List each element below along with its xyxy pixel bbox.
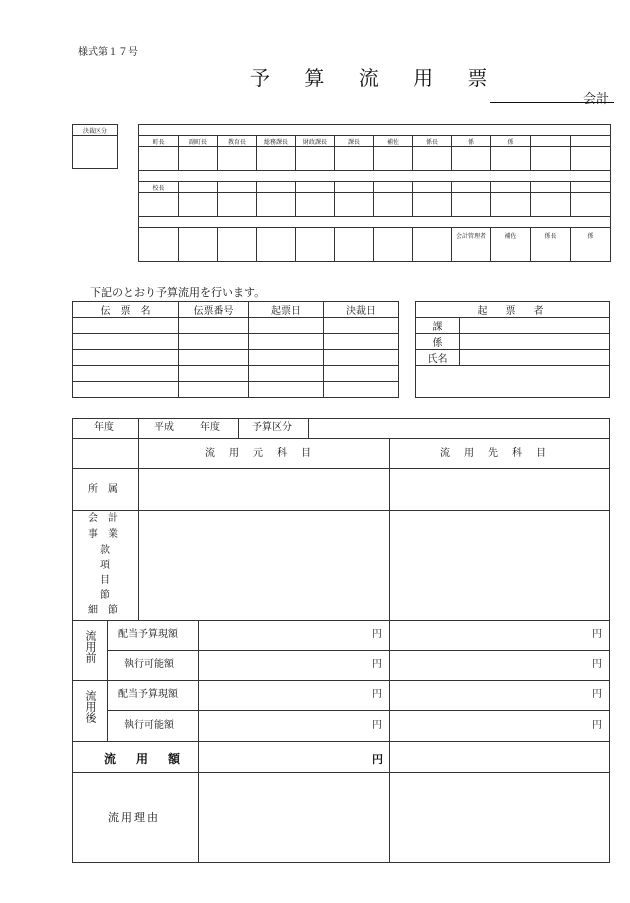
category-line: 事 業 (88, 529, 118, 540)
stamp-cell[interactable] (218, 193, 257, 217)
category-line: 細 節 (88, 605, 118, 616)
dept-suffix: 会計 (583, 92, 610, 107)
after-executable-label: 執行可能額 (124, 720, 174, 731)
stamp-cell[interactable] (179, 228, 218, 262)
approval-label: 係 (571, 228, 611, 262)
approval-label: 会計管理者 (452, 228, 491, 262)
transfer-reason-label: 流用理由 (108, 811, 160, 824)
stamp-cell[interactable] (571, 147, 611, 171)
stamp-cell[interactable] (491, 147, 531, 171)
approval-spacer-3 (139, 217, 611, 228)
approval-label: 補佐 (491, 228, 531, 262)
era-label: 平成 (154, 422, 174, 433)
yen-unit: 円 (372, 689, 382, 700)
transfer-amount-label: 流 用 額 (104, 752, 185, 766)
voucher-table (72, 301, 399, 398)
yen-unit: 円 (592, 629, 602, 640)
stamp-cell[interactable] (571, 193, 611, 217)
voucher-cell[interactable] (179, 318, 249, 334)
from-subject-header: 流 用 元 科 目 (205, 448, 313, 459)
decision-class-label: 決裁区分 (73, 125, 118, 136)
fiscal-year-label: 年度 (94, 422, 114, 433)
yen-unit: 円 (592, 689, 602, 700)
stamp-cell[interactable] (179, 193, 218, 217)
stamp-cell[interactable] (139, 193, 179, 217)
approval-label: 係長 (531, 228, 571, 262)
voucher-header-decision-date: 決裁日 (324, 302, 399, 318)
stamp-cell[interactable] (139, 228, 179, 262)
stamp-cell[interactable] (413, 147, 452, 171)
voucher-cell[interactable] (73, 334, 179, 350)
stamp-cell[interactable] (257, 147, 296, 171)
voucher-cell[interactable] (324, 318, 399, 334)
stamp-cell[interactable] (374, 228, 413, 262)
after-allocated-label: 配当予算現額 (118, 689, 178, 700)
stamp-cell[interactable] (531, 147, 571, 171)
stamp-cell[interactable] (531, 193, 571, 217)
drafter-section-field[interactable] (460, 318, 610, 334)
category-line: 目 (100, 575, 110, 586)
after-label: 流用後 (84, 690, 97, 723)
drafter-name-field[interactable] (460, 350, 610, 366)
stamp-cell[interactable] (218, 228, 257, 262)
stamp-cell[interactable] (374, 193, 413, 217)
dept-label: 所 属 (88, 484, 118, 495)
voucher-header-number: 伝票番号 (179, 302, 249, 318)
voucher-cell[interactable] (249, 366, 324, 382)
approval-label: 校長 (139, 182, 179, 193)
category-row (72, 510, 610, 621)
fiscal-row (72, 418, 610, 439)
stamp-cell[interactable] (335, 147, 374, 171)
to-subject-header: 流 用 先 科 目 (440, 448, 548, 459)
voucher-cell[interactable] (249, 334, 324, 350)
approval-label: 総務課長 (257, 136, 296, 147)
approval-spacer-1 (139, 125, 611, 136)
stamp-cell[interactable] (335, 193, 374, 217)
voucher-cell[interactable] (179, 382, 249, 398)
stamp-cell[interactable] (179, 147, 218, 171)
drafter-table (415, 301, 610, 398)
before-allocated-label: 配当予算現額 (118, 629, 178, 640)
budget-class-label: 予算区分 (252, 422, 292, 433)
intro-text: 下記のとおり予算流用を行います。 (90, 286, 266, 299)
approval-label: 町長 (139, 136, 179, 147)
approval-label: 係 (452, 136, 491, 147)
yen-unit: 円 (372, 659, 382, 670)
approval-label: 係 (491, 136, 531, 147)
stamp-cell[interactable] (413, 228, 452, 262)
page-title: 予 算 流 用 票 (250, 66, 502, 90)
voucher-cell[interactable] (249, 318, 324, 334)
stamp-cell[interactable] (296, 147, 335, 171)
approval-label: 財政課長 (296, 136, 335, 147)
stamp-cell[interactable] (374, 147, 413, 171)
stamp-cell[interactable] (139, 147, 179, 171)
stamp-cell[interactable] (413, 193, 452, 217)
stamp-cell[interactable] (452, 193, 491, 217)
voucher-cell[interactable] (179, 350, 249, 366)
stamp-cell[interactable] (452, 147, 491, 171)
drafter-unit-field[interactable] (460, 334, 610, 350)
category-line: 項 (100, 560, 110, 571)
drafter-header: 起 票 者 (416, 302, 610, 318)
voucher-cell[interactable] (324, 366, 399, 382)
voucher-cell[interactable] (249, 382, 324, 398)
yen-unit: 円 (372, 629, 382, 640)
decision-class-box (72, 124, 118, 169)
before-executable-label: 執行可能額 (124, 659, 174, 670)
stamp-cell[interactable] (257, 193, 296, 217)
drafter-extra[interactable] (416, 366, 610, 398)
voucher-cell[interactable] (73, 318, 179, 334)
voucher-header-draft-date: 起票日 (249, 302, 324, 318)
approval-label: 教育長 (218, 136, 257, 147)
dept-row (72, 468, 610, 511)
form-number: 様式第１７号 (78, 47, 138, 58)
yen-unit: 円 (592, 659, 602, 670)
stamp-cell[interactable] (296, 193, 335, 217)
voucher-cell[interactable] (324, 334, 399, 350)
approval-label: 係長 (413, 136, 452, 147)
voucher-cell[interactable] (73, 382, 179, 398)
yen-unit: 円 (372, 720, 382, 731)
voucher-cell[interactable] (324, 382, 399, 398)
transfer-amount-yen: 円 (372, 753, 383, 766)
stamp-cell[interactable] (218, 147, 257, 171)
approval-spacer-2 (139, 171, 611, 182)
stamp-cell[interactable] (257, 228, 296, 262)
voucher-cell[interactable] (249, 350, 324, 366)
category-line: 款 (100, 545, 110, 556)
approval-label: 課長 (335, 136, 374, 147)
before-label: 流用前 (84, 630, 97, 663)
drafter-label-section: 課 (416, 318, 460, 334)
voucher-cell[interactable] (179, 334, 249, 350)
drafter-label-name: 氏名 (416, 350, 460, 366)
approval-label-empty (531, 136, 571, 147)
decision-class-value[interactable] (73, 136, 118, 169)
approval-label: 副町長 (179, 136, 218, 147)
voucher-cell[interactable] (324, 350, 399, 366)
yen-unit: 円 (592, 720, 602, 731)
approval-grid (138, 124, 611, 262)
voucher-cell[interactable] (179, 366, 249, 382)
stamp-cell[interactable] (335, 228, 374, 262)
voucher-cell[interactable] (73, 366, 179, 382)
approval-label: 補佐 (374, 136, 413, 147)
era-year-suffix: 年度 (200, 422, 220, 433)
approval-label-empty (571, 136, 611, 147)
stamp-cell[interactable] (491, 193, 531, 217)
drafter-label-unit: 係 (416, 334, 460, 350)
category-line: 節 (100, 590, 110, 601)
category-line: 会 計 (88, 513, 118, 524)
voucher-cell[interactable] (73, 350, 179, 366)
voucher-header-name: 伝 票 名 (73, 302, 179, 318)
stamp-cell[interactable] (296, 228, 335, 262)
